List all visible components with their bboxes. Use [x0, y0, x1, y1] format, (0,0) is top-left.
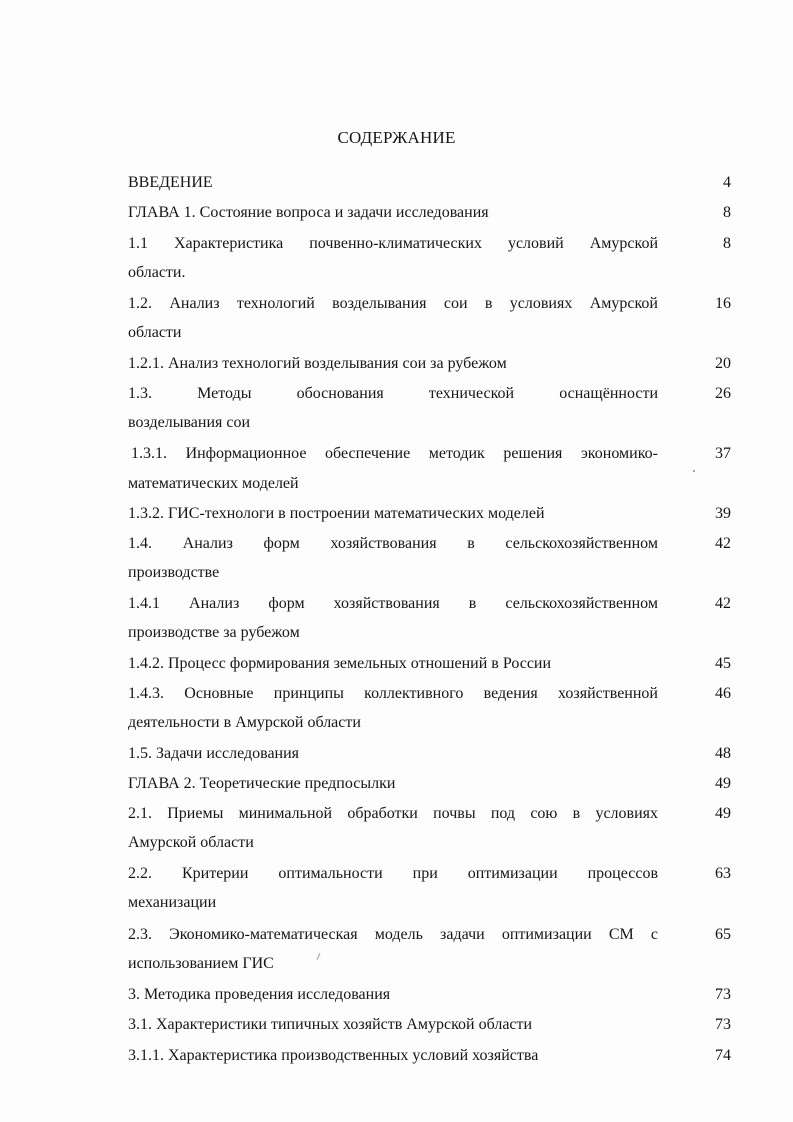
toc-page-number: 8	[723, 235, 731, 252]
toc-entry-continuation	[128, 949, 731, 979]
toc-entry-text-line2: области.	[128, 264, 186, 281]
toc-entry-text: ГЛАВА 1. Состояние вопроса и задачи исследования	[128, 204, 489, 221]
toc-entry-text-line2: возделывания сои	[128, 414, 251, 431]
toc-entry-text-line2: производстве	[128, 564, 220, 581]
toc-entry-text: 3.1. Характеристики типичных хозяйств Амурской области	[128, 1016, 533, 1033]
toc-entry[interactable]	[128, 1041, 731, 1071]
toc-entry-text: 3. Методика проведения исследования	[128, 986, 391, 1003]
toc-entry-text-line1: 1.3.1. Информационное обеспечение методик решения экономико-	[131, 445, 658, 462]
toc-page-number: 46	[715, 685, 731, 702]
toc-entry[interactable]	[128, 1010, 731, 1040]
toc-page-number: 16	[715, 295, 731, 312]
toc-page-number: 45	[715, 655, 731, 672]
toc-entry-text-line2: математических моделей	[128, 475, 299, 492]
toc-entry[interactable]	[128, 589, 731, 619]
toc-page-number: 49	[715, 775, 731, 792]
toc-page-number: 48	[715, 745, 731, 762]
toc-page-number: 63	[715, 865, 731, 882]
toc-page-number: 4	[723, 174, 731, 191]
toc-entry[interactable]	[128, 168, 731, 198]
toc-entry-text-line1: 1.1 Характеристика почвенно-климатических условий Амурской	[128, 235, 658, 252]
toc-entry-text: 1.4.2. Процесс формирования земельных отношений в России	[128, 655, 552, 672]
toc-entry-continuation	[128, 828, 731, 858]
toc-entry-text-line2: области	[128, 324, 182, 341]
toc-entry-text-line1: 1.4.3. Основные принципы коллективного ведения хозяйственной	[128, 685, 658, 702]
toc-entry[interactable]	[128, 679, 731, 709]
toc-entry-text-line1: 1.4.1 Анализ форм хозяйствования в сельскохозяйственном	[128, 595, 658, 612]
toc-entry-text-line1: 2.3. Экономико-математическая модель задачи оптимизации СМ с	[128, 926, 658, 943]
toc-entry-text: ВВЕДЕНИЕ	[128, 174, 213, 191]
toc-page-number: 73	[715, 1016, 731, 1033]
toc-entry-continuation	[128, 258, 731, 288]
toc-entry-text-line2: производстве за рубежом	[128, 624, 300, 641]
toc-entry-text: 1.5. Задачи исследования	[128, 745, 300, 762]
toc-entry-text-line2: деятельности в Амурской области	[128, 714, 361, 731]
toc-entry-continuation	[128, 408, 731, 438]
toc-entry-text-line1: 1.4. Анализ форм хозяйствования в сельскохозяйственном	[128, 535, 658, 552]
toc-entry-text-line2: Амурской области	[128, 834, 254, 851]
toc-entry[interactable]	[128, 499, 731, 529]
toc-entry-text-line2: механизации	[128, 894, 217, 911]
toc-page-number: 37	[715, 445, 731, 462]
toc-entry-continuation	[128, 708, 731, 738]
toc-entry-continuation	[128, 618, 731, 648]
toc-entry-continuation	[128, 558, 731, 588]
toc-entry[interactable]	[128, 289, 731, 319]
toc-entry[interactable]	[128, 349, 731, 379]
toc-entry[interactable]	[131, 439, 734, 469]
scan-speck	[693, 470, 695, 472]
toc-entry-text-line1: 1.3. Методы обоснования технической оснащённости	[128, 385, 658, 402]
toc-entry-continuation	[128, 469, 731, 499]
toc-page-number: 39	[715, 505, 731, 522]
toc-entry[interactable]	[128, 198, 731, 228]
toc-entry[interactable]	[128, 229, 731, 259]
toc-entry-text-line1: 2.2. Критерии оптимальности при оптимизации процессов	[128, 865, 658, 882]
toc-entry[interactable]	[128, 379, 731, 409]
toc-entry[interactable]	[128, 799, 731, 829]
toc-page-number: 26	[715, 385, 731, 402]
toc-entry-text: 1.2.1. Анализ технологий возделывания сои за рубежом	[128, 355, 507, 372]
toc-entry[interactable]	[128, 769, 731, 799]
toc-entry-text-line1: 2.1. Приемы минимальной обработки почвы под сою в условиях	[128, 805, 658, 822]
toc-entry[interactable]	[128, 980, 731, 1010]
toc-entry[interactable]	[128, 649, 731, 679]
toc-entry-text: ГЛАВА 2. Теоретические предпосылки	[128, 775, 396, 792]
toc-page-number: 8	[723, 204, 731, 221]
toc-page-number: 20	[715, 355, 731, 372]
toc-entry-continuation	[128, 318, 731, 348]
page-title: СОДЕРЖАНИЕ	[337, 128, 456, 147]
toc-entry[interactable]	[128, 529, 731, 559]
toc-page-number: 49	[715, 805, 731, 822]
toc-entry-text-line2: использованием ГИС	[128, 955, 274, 972]
toc-entry-continuation	[128, 888, 731, 918]
toc-entry[interactable]	[128, 920, 731, 950]
toc-entry-text: 3.1.1. Характеристика производственных условий хозяйства	[128, 1047, 539, 1064]
toc-page-number: 42	[715, 595, 731, 612]
toc-page-number: 74	[715, 1047, 731, 1064]
toc-entry[interactable]	[128, 739, 731, 769]
toc-page-number: 42	[715, 535, 731, 552]
toc-entry[interactable]	[128, 859, 731, 889]
toc-page-number: 65	[715, 926, 731, 943]
toc-page-number: 73	[715, 986, 731, 1003]
toc-entry-text: 1.3.2. ГИС-технологи в построении математических моделей	[128, 505, 545, 522]
toc-entry-text-line1: 1.2. Анализ технологий возделывания сои в условиях Амурской	[128, 295, 658, 312]
